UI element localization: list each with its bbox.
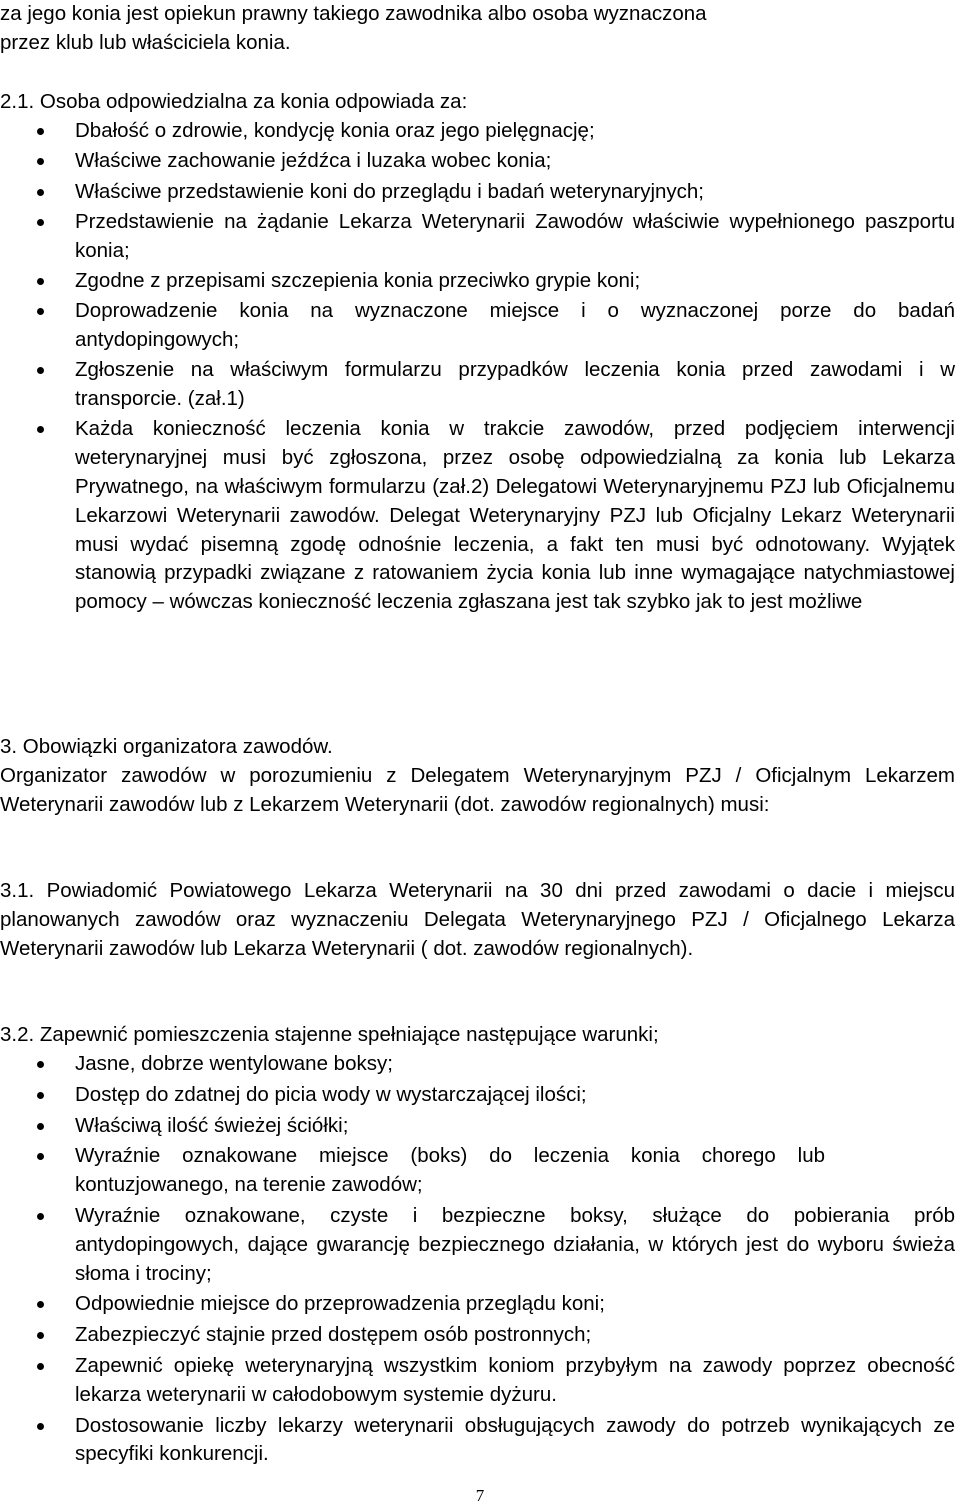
bullet-icon [37, 189, 44, 196]
bullet-icon [37, 158, 44, 165]
bullet-icon [37, 128, 44, 135]
bullet-icon [37, 1363, 44, 1370]
bullet-icon [37, 308, 44, 315]
bullet-icon [37, 426, 44, 433]
bullet-icon [37, 1092, 44, 1099]
list-item: Dbałość o zdrowie, kondycję konia oraz jego pielęgnację; [0, 117, 955, 146]
bullet-icon [37, 219, 44, 226]
list-item: Zabezpieczyć stajnie przed dostępem osób postronnych; [0, 1321, 955, 1350]
bullet-icon [37, 1213, 44, 1220]
list-item: Odpowiednie miejsce do przeprowadzenia przeglądu koni; [0, 1290, 955, 1319]
section-3-1-paragraph: 3.1. Powiadomić Powiatowego Lekarza Weterynarii na 30 dni przed zawodami o dacie i miejscu planowanych zawodów oraz wyznaczeniu Delegata Weterynaryjnego PZJ / Oficjalnego Lekarza Weterynarii zawodów lub Lekarza Weterynarii ( dot. zawodów regionalnych). [0, 879, 955, 960]
bullet-icon [37, 1301, 44, 1308]
list-item: Każda konieczność leczenia konia w trakcie zawodów, przed podjęciem interwencji weterynaryjnej musi być zgłoszona, przez osobę odpowiedzialną za konia lub Lekarza Prywatnego, na właściwym formularzu (zał.2) Delegatowi Weterynaryjnemu PZJ lub Oficjalnemu Lekarzowi Weterynarii zawodów. Delegat Weterynaryjny PZJ lub Oficjalny Lekarz Weterynarii musi wydać pisemną zgodę odnośnie leczenia, a fakt ten musi być odnotowany. Wyjątek stanowią przypadki związane z ratowaniem życia konia lub inne wymagające natychmiastowej pomocy – wówczas konieczność leczenia zgłaszana jest tak szybko jak to jest możliwe [0, 415, 955, 617]
list-item: Właściwą ilość świeżej ściółki; [0, 1112, 955, 1141]
list-item: Zapewnić opiekę weterynaryjną wszystkim koniom przybyłym na zawody poprzez obecność lekarza weterynarii w całodobowym systemie dyżuru. [0, 1352, 955, 1410]
list-item: Wyraźnie oznakowane, czyste i bezpieczne boksy, służące do pobierania prób antydopingowych, dające gwarancję bezpiecznego działania, w których jest do wyboru świeża słoma i trociny; [0, 1202, 955, 1288]
list-item: Dostęp do zdatnej do picia wody w wystarczającej ilości; [0, 1081, 955, 1110]
list-item: Doprowadzenie konia na wyznaczone miejsce i o wyznaczonej porze do badań antydopingowych; [0, 297, 955, 355]
list-item: Jasne, dobrze wentylowane boksy; [0, 1050, 955, 1079]
bullet-icon [37, 1332, 44, 1339]
list-item: Właściwe zachowanie jeźdźca i luzaka wobec konia; [0, 147, 955, 176]
section-2-1-list [0, 117, 955, 619]
intro-line-1: za jego konia jest opiekun prawny takiego zawodnika albo osoba wyznaczona [0, 2, 707, 25]
bullet-icon [37, 1061, 44, 1068]
intro-line-2: przez klub lub właściciela konia. [0, 31, 291, 54]
list-item: Dostosowanie liczby lekarzy weterynarii obsługujących zawody do potrzeb wynikających ze specyfiki konkurencji. [0, 1412, 955, 1470]
bullet-icon [37, 367, 44, 374]
bullet-icon [37, 1123, 44, 1130]
section-3-2-heading: 3.2. Zapewnić pomieszczenia stajenne spełniające następujące warunki; [0, 1023, 659, 1046]
section-3-heading: 3. Obowiązki organizatora zawodów. [0, 735, 333, 758]
list-item: Zgłoszenie na właściwym formularzu przypadków leczenia konia przed zawodami i w transporcie. (zał.1) [0, 356, 955, 414]
list-item: Zgodne z przepisami szczepienia konia przeciwko grypie koni; [0, 267, 955, 296]
list-item: Właściwe przedstawienie koni do przeglądu i badań weterynaryjnych; [0, 178, 955, 207]
bullet-icon [37, 1423, 44, 1430]
section-2-1-heading: 2.1. Osoba odpowiedzialna za konia odpowiada za: [0, 90, 468, 113]
section-3-2-list [0, 1050, 955, 1469]
list-item: Przedstawienie na żądanie Lekarza Weterynarii Zawodów właściwie wypełnionego paszportu konia; [0, 208, 955, 266]
bullet-icon [37, 1153, 44, 1160]
page-number: 7 [475, 1486, 485, 1505]
bullet-icon [37, 278, 44, 285]
section-3-paragraph: Organizator zawodów w porozumieniu z Delegatem Weterynaryjnym PZJ / Oficjalnym Lekarzem Weterynarii zawodów lub z Lekarzem Weterynarii (dot. zawodów regionalnych) musi: [0, 764, 955, 816]
list-item: Wyraźnie oznakowane miejsce (boks) do leczenia konia chorego lub kontuzjowanego, na terenie zawodów; [0, 1142, 955, 1200]
